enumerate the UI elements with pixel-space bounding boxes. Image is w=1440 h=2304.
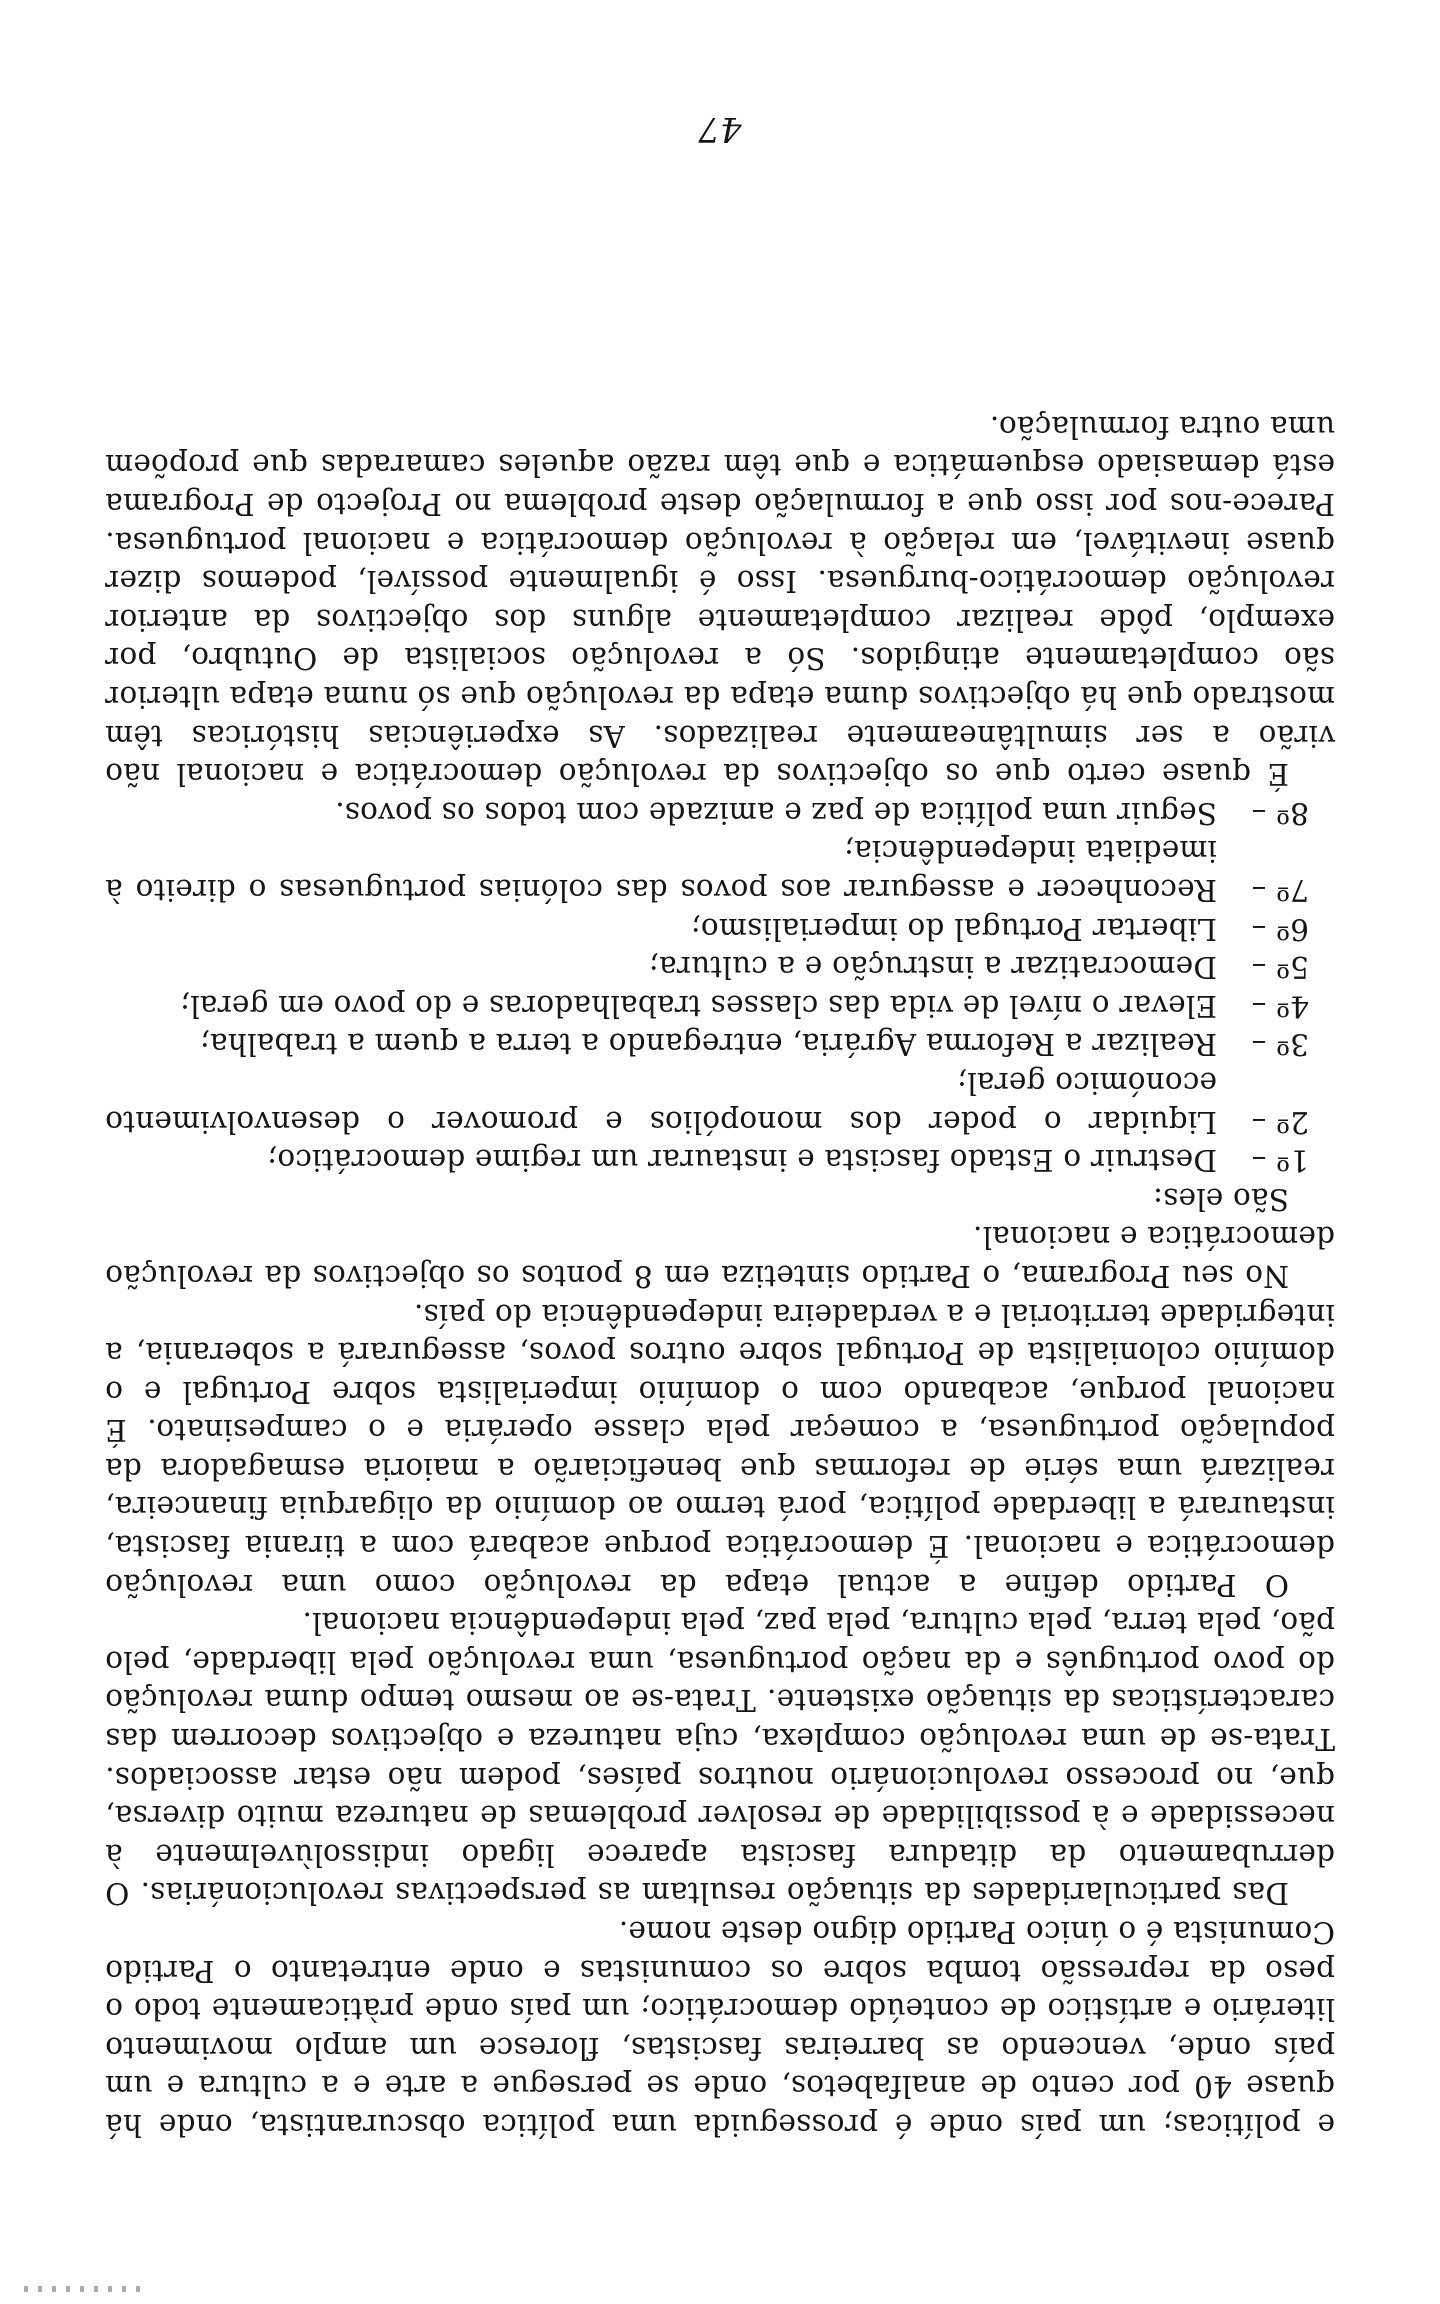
list-item	[105, 1141, 1335, 1180]
list-item-text: Destruir o Estado fascista e instaurar um regime democrático;	[266, 1143, 1217, 1178]
list-item	[105, 793, 1335, 832]
list-item	[105, 909, 1335, 948]
list-item-number: 2º –	[1251, 1104, 1309, 1139]
paragraph-programa: No seu Programa, o Partido sintetiza em 8 pontos os objectivos da revolução democrática e nacional.	[105, 1220, 1335, 1293]
scan-edge-mark	[20, 2286, 140, 2292]
list-item-number: 1º –	[1251, 1143, 1309, 1178]
paragraph-etapa-revolucao: O Partido define a actual etapa da revolução como uma revolução democrática e nacional. É democrática porque acabará com a tirania fascista, instaurará a liberdade política, porá termo ao domínio da oligarquia financeira, realizará uma série de reformas que beneficiarão a maioria esmagadora da população portuguesa, a começar pela classe operária e o campesinato. É nacional porque, acabando com o domínio imperialista sobre Portugal e o domínio colonialista de Portugal sobre outros povos, assegurará a soberania, a integridade territorial e a verdadeira independência do país.	[105, 1297, 1335, 1602]
paragraph-particularidades: Das particularidades da situação resultam as perspectivas revolucionárias. O derrubamento da ditadura fascista aparece ligado indissolùvelmente à necessidade e à possibilidade de resolver problemas de natureza muito diversa, que, no processo revolucionário noutros países, podem não estar associados. Trata-se de uma revolução complexa, cuja natureza e objectivos decorrem das características da situação existente. Trata-se ao mesmo tempo duma revolução do povo português e da nação portuguesa, uma revolução pela liberdade, pelo pão, pela terra, pela cultura, pela paz, pela independência nacional.	[105, 1606, 1335, 1911]
list-item-text: Seguir uma política de paz e amizade com todos os povos.	[335, 795, 1217, 830]
list-item	[105, 1025, 1335, 1064]
objectives-list	[105, 793, 1335, 1179]
paragraph-quase-certo: É quase certo que os objectivos da revolução democrática e nacional não virão a ser simultâneamente realizados. As experiências históricas têm mostrado que há objectivos duma etapa da revolução que só numa etapa ulterior são completamente atingidos. Só a revolução socialista de Outubro, por exemplo, pôde realizar completamente alguns dos objectivos da anterior revolução democrático-burguesa. Isso é igualmente possível, podemos dizer quase inevitável, em relação à revolução democrática e nacional portuguesa. Parece-nos por isso que a formulação deste problema no Projecto de Programa está demasiado esquemática e que têm razão aqueles camaradas que propõem uma outra formulação.	[105, 409, 1335, 792]
list-item-text: Democratizar a instrução e a cultura;	[648, 950, 1217, 985]
list-item	[105, 986, 1335, 1025]
body-text	[105, 407, 1335, 2144]
page-number: 47	[698, 109, 742, 149]
list-item	[105, 1063, 1335, 1140]
list-item-text: Reconhecer e assegurar aos povos das colónias portuguesas o direito à imediata independência;	[105, 834, 1217, 907]
list-item-number: 3º –	[1251, 1027, 1309, 1062]
list-item	[105, 832, 1335, 909]
list-item-number: 4º –	[1251, 988, 1309, 1023]
list-item-number: 5º –	[1251, 950, 1309, 985]
list-item-number: 7º –	[1251, 873, 1309, 907]
list-item-text: Libertar Portugal do imperialismo;	[690, 911, 1217, 946]
list-item-text: Realizar a Reforma Agrária, entregando a terra a quem a trabalha;	[199, 1027, 1217, 1062]
list-item-number: 6º –	[1251, 911, 1309, 946]
paragraph-continuation: e políticas; um país onde é prosseguida uma política obscurantista, onde há quase 40 por cento de analfabetos, onde se persegue a arte e a cultura e um país onde, vencendo as barreiras fascistas, floresce um amplo movimento literário e artístico de conteúdo democrático; um país onde pràticamente todo o peso da repressão tomba sobre os comunistas e onde entretanto o Partido Comunista é o único Partido digno deste nome.	[105, 1915, 1335, 2142]
list-item-number: 8º –	[1251, 795, 1309, 830]
paragraph-sao-eles: São eles:	[1152, 1181, 1289, 1216]
list-item-text: Elevar o nível de vida das classes trabalhadoras e do povo em geral;	[179, 988, 1217, 1023]
list-item-text: Liquidar o poder dos monopólios e promover o desenvolvimento económico geral;	[105, 1065, 1217, 1139]
list-item	[105, 948, 1335, 987]
